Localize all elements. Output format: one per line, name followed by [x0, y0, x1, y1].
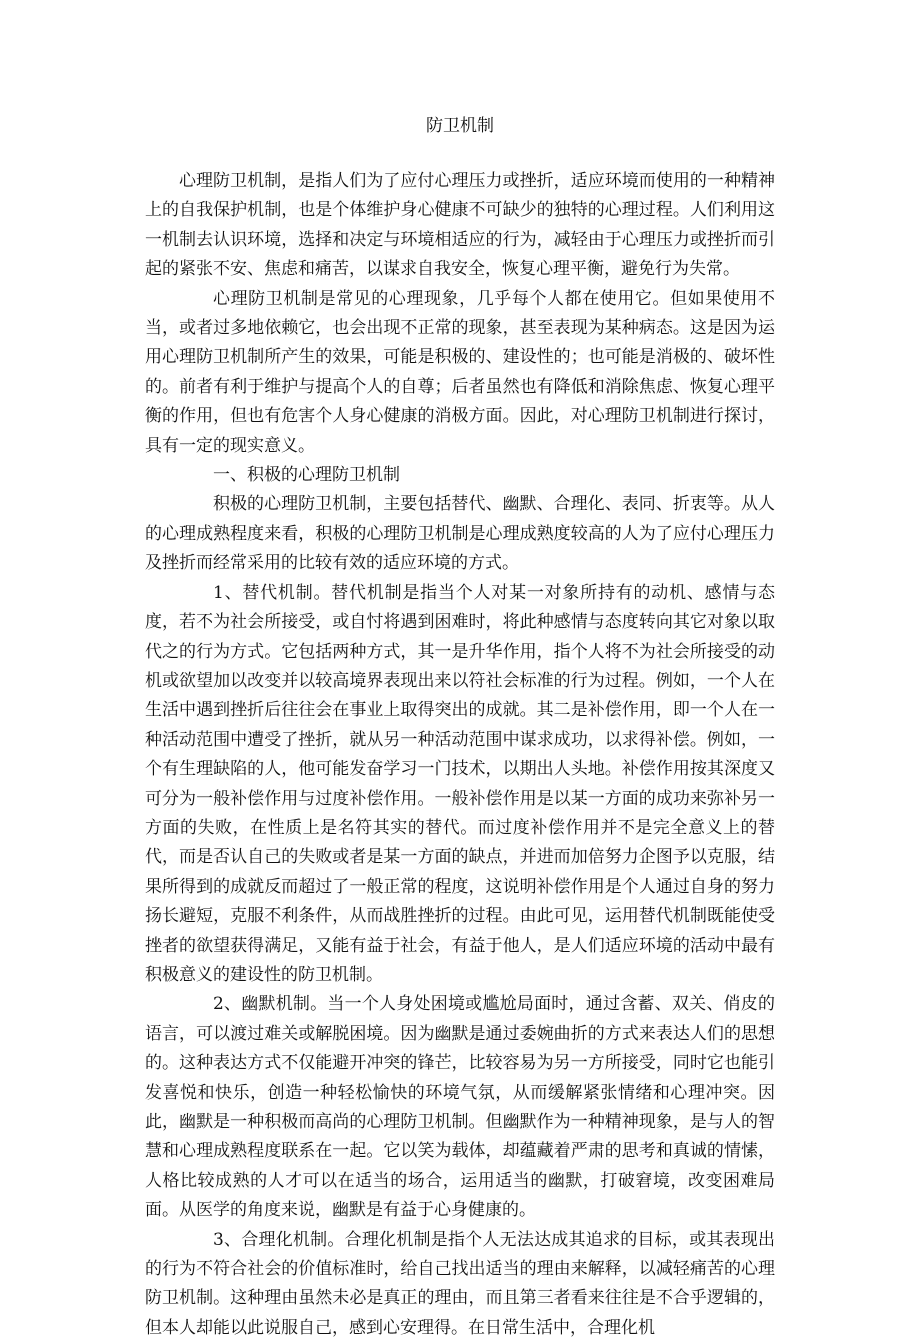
paragraph-intro: 心理防卫机制，是指人们为了应付心理压力或挫折，适应环境而使用的一种精神上的自我保护机制，也是个体维护身心健康不可缺少的独特的心理过程。人们利用这一机制去认识环境，选择和决定与环境相适应的行为，减轻由于心理压力或挫折而引起的紧张不安、焦虑和痛苦，以谋求自我安全，恢复心理平衡，避免行为失常。 — [145, 171, 775, 280]
document-page — [145, 112, 775, 1343]
paragraph-overview: 心理防卫机制是常见的心理现象，几乎每个人都在使用它。但如果使用不当，或者过多地依赖它，也会出现不正常的现象，甚至表现为某种病态。这是因为运用心理防卫机制所产生的效果，可能是积极的、建设性的；也可能是消极的、破坏性的。前者有利于维护与提高个人的自尊；后者虽然也有降低和消除焦虑、恢复心理平衡的作用，但也有危害个人身心健康的消极方面。因此，对心理防卫机制进行探讨，具有一定的现实意义。 — [145, 288, 775, 456]
section-heading-positive-mechanisms: 一、积极的心理防卫机制 — [213, 465, 400, 486]
paragraph-substitution: 1、替代机制。替代机制是指当个人对某一对象所持有的动机、感情与态度，若不为社会所接受，或自忖将遇到困难时，将此种感情与态度转向其它对象以取代之的行为方式。它包括两种方式，其一是升华作用，指个人将不为社会所接受的动机或欲望加以改变并以较高境界表现出来以符社会标准的行为过程。例如，一个人在生活中遇到挫折后往往会在事业上取得突出的成就。其二是补偿作用，即一个人在一种活动范围中遭受了挫折，就从另一种活动范围中谋求成功，以求得补偿。例如，一个有生理缺陷的人，他可能发奋学习一门技术，以期出人头地。补偿作用按其深度又可分为一般补偿作用与过度补偿作用。一般补偿作用是以某一方面的成功来弥补另一方面的失败，在性质上是名符其实的替代。而过度补偿作用并不是完全意义上的替代，而是否认自己的失败或者是某一方面的缺点，并进而加倍努力企图予以克服，结果所得到的成就反而超过了一般正常的程度，这说明补偿作用是个人通过自身的努力扬长避短，克服不利条件，从而战胜挫折的过程。由此可见，运用替代机制既能使受挫者的欲望获得满足，又能有益于社会，有益于他人，是人们适应环境的活动中最有积极意义的建设性的防卫机制。 — [145, 582, 775, 985]
paragraph-humor: 2、幽默机制。当一个人身处困境或尴尬局面时，通过含蓄、双关、俏皮的语言，可以渡过难关或解脱困境。因为幽默是通过委婉曲折的方式来表达人们的思想的。这种表达方式不仅能避开冲突的锋芒，比较容易为另一方所接受，同时它也能引发喜悦和快乐，创造一种轻松愉快的环境气氛，从而缓解紧张情绪和心理冲突。因此，幽默是一种积极而高尚的心理防卫机制。但幽默作为一种精神现象，是与人的智慧和心理成熟程度联系在一起。它以笑为载体，却蕴藏着严肃的思考和真诚的情愫，人格比较成熟的人才可以在适当的场合，运用适当的幽默，打破窘境，改变困难局面。从医学的角度来说，幽默是有益于心身健康的。 — [145, 994, 775, 1221]
paragraph-rationalization: 3、合理化机制。合理化机制是指个人无法达成其追求的目标，或其表现出的行为不符合社会的价值标准时，给自己找出适当的理由来解释，以减轻痛苦的心理防卫机制。这种理由虽然未必是真正的理由，而且第三者看来往往是不合乎逻辑的，但本人却能以此说服自己，感到心安理得。在日常生活中，合理化机 — [145, 1229, 775, 1338]
paragraph-positive-mechanisms: 积极的心理防卫机制，主要包括替代、幽默、合理化、表同、折衷等。从人的心理成熟程度来看，积极的心理防卫机制是心理成熟度较高的人为了应付心理压力及挫折而经常采用的比较有效的适应环境的方式。 — [145, 494, 775, 574]
document-title: 防卫机制 — [426, 116, 494, 136]
